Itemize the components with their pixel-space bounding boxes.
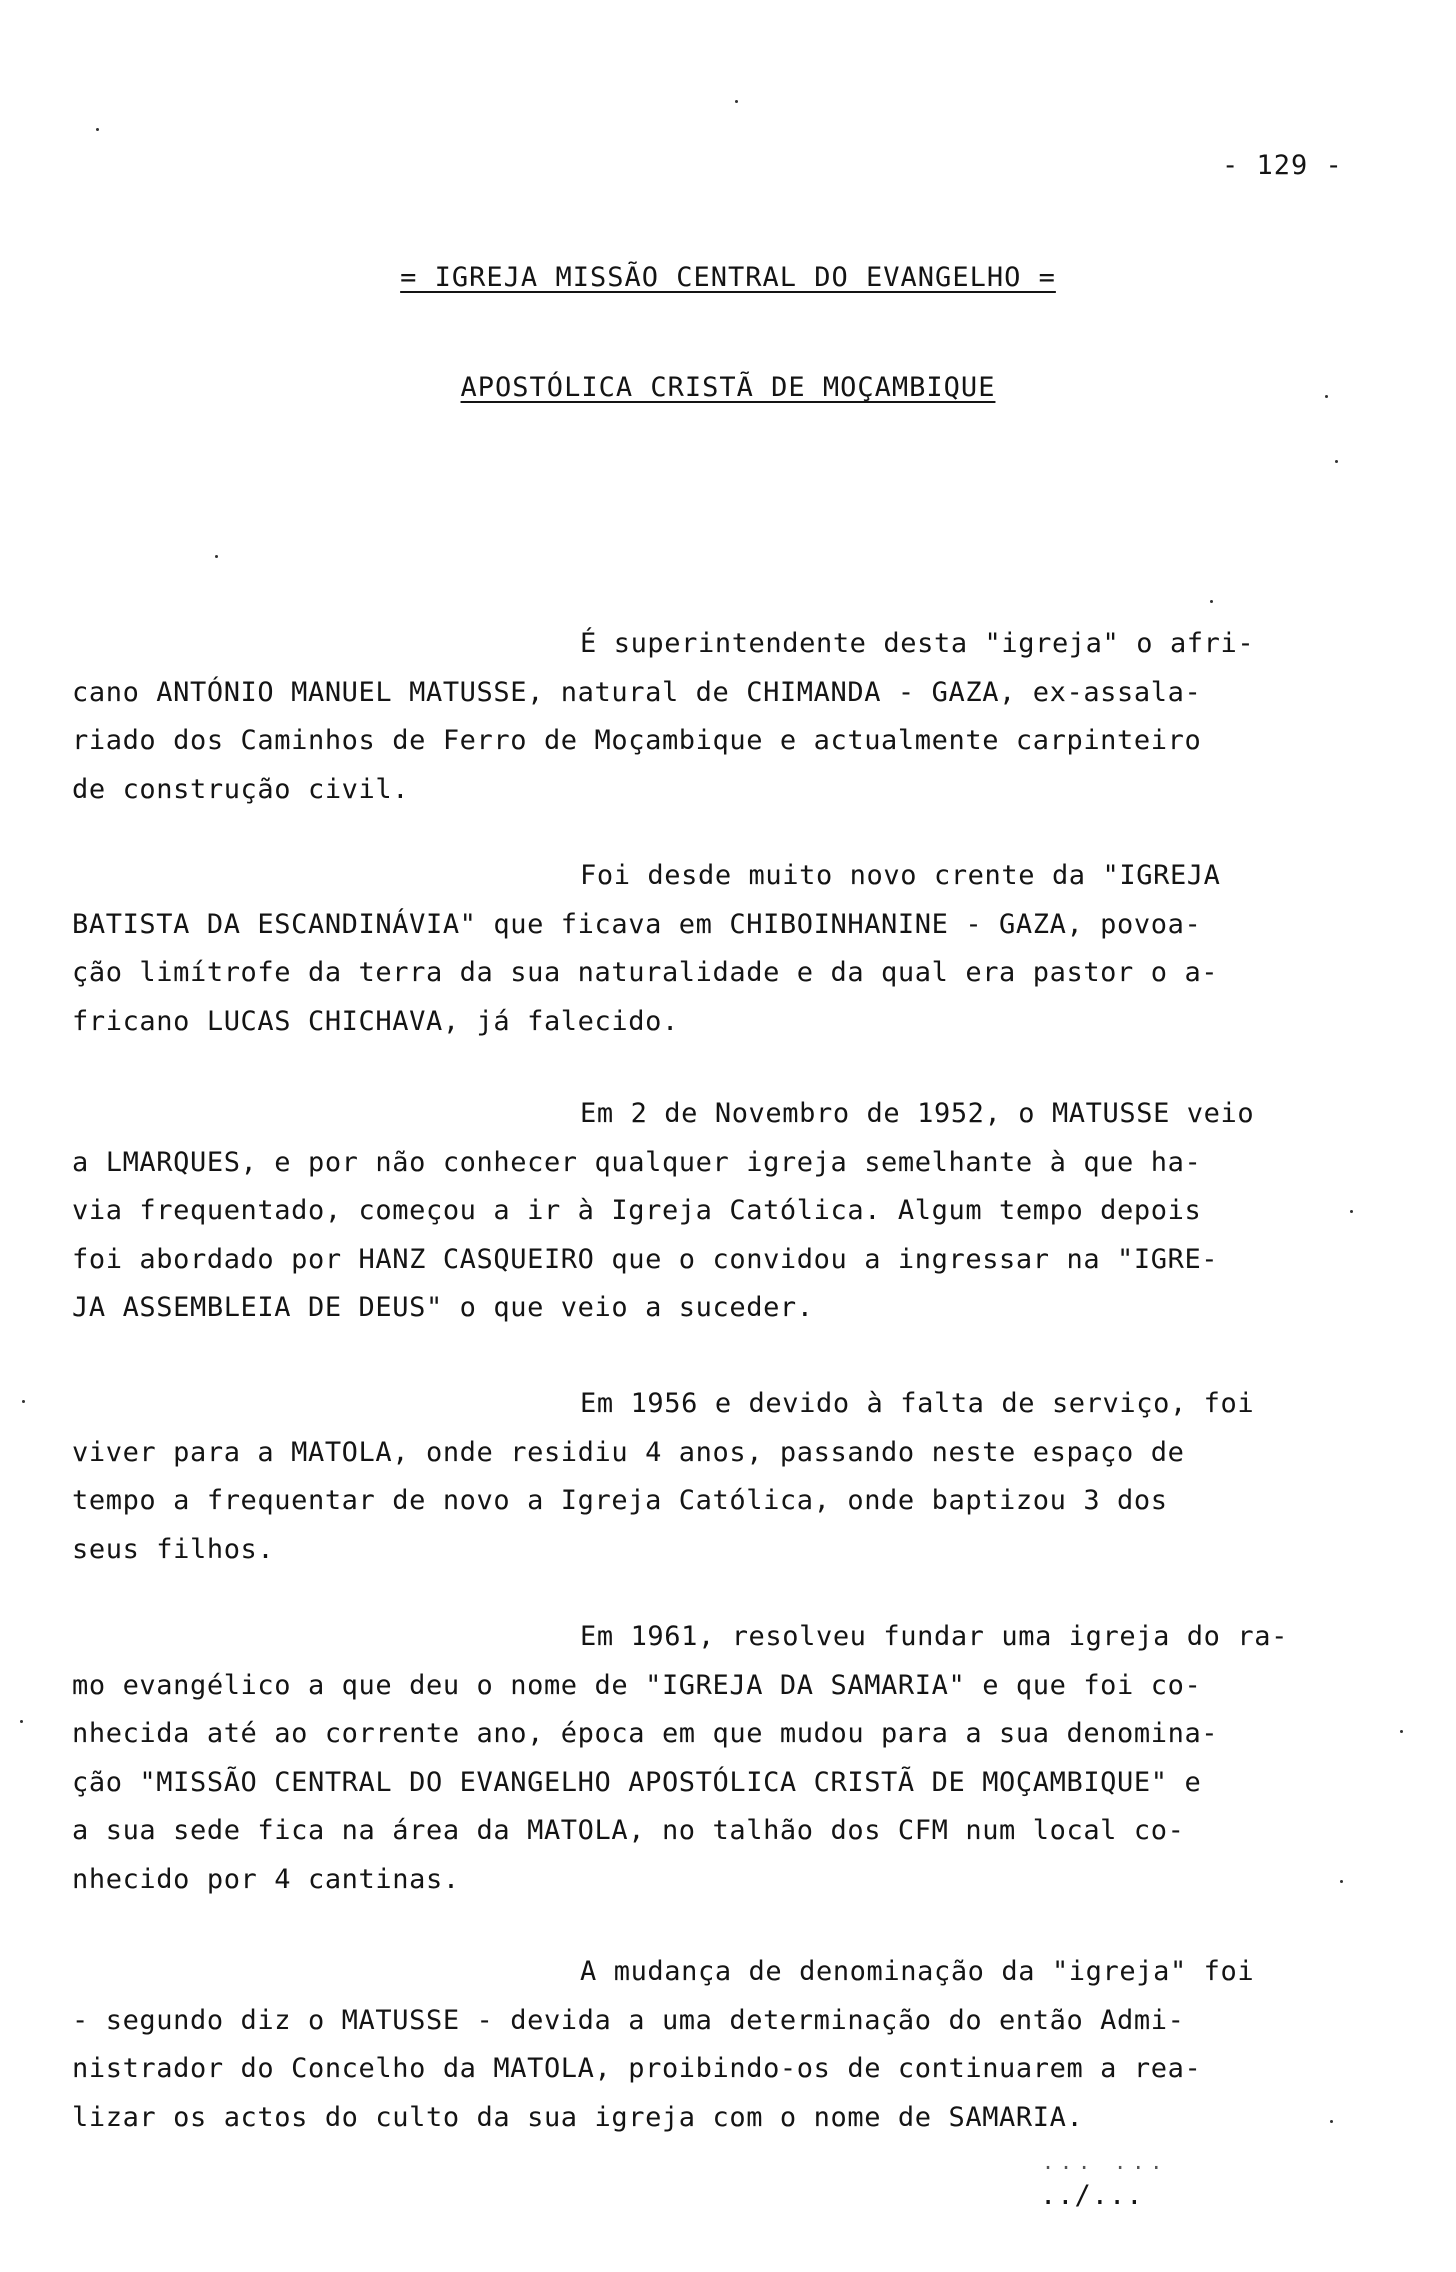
paragraph-line: seus filhos. (72, 1533, 275, 1565)
scan-speck (1335, 460, 1338, 463)
paragraph-5 (72, 1613, 1362, 1904)
paragraph-line: BATISTA DA ESCANDINÁVIA" que ficava em CHIBOINHANINE - GAZA, povoa- (72, 908, 1202, 940)
paragraph-line: nistrador do Concelho da MATOLA, proibindo-os de continuarem a rea- (72, 2053, 1202, 2084)
scan-speck (1400, 1730, 1403, 1733)
paragraph-line: lizar os actos do culto da sua igreja com o nome de SAMARIA. (72, 2101, 1084, 2133)
paragraph-line: É superintendente desta "igreja" o afri- (580, 628, 1255, 659)
scan-speck (20, 1720, 23, 1723)
paragraph-2 (72, 852, 1362, 1046)
paragraph-line: A mudança de denominação da "igreja" foi (580, 1956, 1255, 1987)
scan-speck (735, 100, 738, 103)
paragraph-line: ção "MISSÃO CENTRAL DO EVANGELHO APOSTÓLICA CRISTÃ DE MOÇAMBIQUE" e (72, 1766, 1202, 1798)
paragraph-line: Em 1961, resolveu fundar uma igreja do ra- (580, 1621, 1288, 1652)
paragraph-line: Em 2 de Novembro de 1952, o MATUSSE veio (580, 1098, 1255, 1129)
continuation-mark: ../... (1040, 2180, 1144, 2211)
paragraph-4 (72, 1380, 1362, 1574)
document-subtitle (0, 372, 1456, 403)
scan-speck (1330, 2120, 1333, 2123)
paragraph-line: Foi desde muito novo crente da "IGREJA (580, 860, 1221, 891)
scan-speck (1340, 1880, 1343, 1883)
document-subtitle-text: APOSTÓLICA CRISTÃ DE MOÇAMBIQUE (460, 372, 996, 403)
paragraph-line: Em 1956 e devido à falta de serviço, foi (580, 1388, 1255, 1419)
continuation-dots: ... ... (1042, 2150, 1169, 2174)
scan-speck (1210, 600, 1213, 603)
document-title (0, 262, 1456, 293)
paragraph-line: fricano LUCAS CHICHAVA, já falecido. (72, 1005, 679, 1037)
scan-speck (1350, 1210, 1353, 1213)
paragraph-line: riado dos Caminhos de Ferro de Moçambique e actualmente carpinteiro (72, 725, 1202, 756)
paragraph-line: - segundo diz o MATUSSE - devida a uma determinação do então Admi- (72, 2004, 1185, 2036)
paragraph-line: nhecido por 4 cantinas. (72, 1863, 460, 1895)
paragraph-line: viver para a MATOLA, onde residiu 4 anos, passando neste espaço de (72, 1436, 1185, 1468)
scan-speck (22, 1400, 25, 1403)
paragraph-line: ção limítrofe da terra da sua naturalidade e da qual era pastor o a- (72, 957, 1219, 988)
paragraph-line: a LMARQUES, e por não conhecer qualquer igreja semelhante à que ha- (72, 1146, 1202, 1178)
paragraph-line: JA ASSEMBLEIA DE DEUS" o que veio a suceder. (72, 1292, 814, 1323)
paragraph-line: via frequentado, começou a ir à Igreja Católica. Algum tempo depois (72, 1195, 1202, 1226)
paragraph-6 (72, 1948, 1362, 2142)
paragraph-line: foi abordado por HANZ CASQUEIRO que o convidou a ingressar na "IGRE- (72, 1243, 1219, 1275)
paragraph-line: nhecida até ao corrente ano, época em que mudou para a sua denomina- (72, 1718, 1219, 1749)
scan-speck (96, 128, 99, 131)
paragraph-line: tempo a frequentar de novo a Igreja Católica, onde baptizou 3 dos (72, 1485, 1168, 1516)
paragraph-3 (72, 1090, 1362, 1333)
scan-speck (215, 555, 218, 558)
paragraph-line: de construção civil. (72, 773, 410, 805)
paragraph-line: mo evangélico a que deu o nome de "IGREJA DA SAMARIA" e que foi co- (72, 1669, 1202, 1701)
paragraph-1 (72, 620, 1362, 814)
document-title-text: = IGREJA MISSÃO CENTRAL DO EVANGELHO = (400, 262, 1056, 293)
paragraph-line: cano ANTÓNIO MANUEL MATUSSE, natural de CHIMANDA - GAZA, ex-assala- (72, 676, 1202, 708)
page-number: - 129 - (1222, 150, 1343, 181)
paragraph-line: a sua sede fica na área da MATOLA, no talhão dos CFM num local co- (72, 1815, 1185, 1846)
scan-speck (1325, 395, 1328, 398)
